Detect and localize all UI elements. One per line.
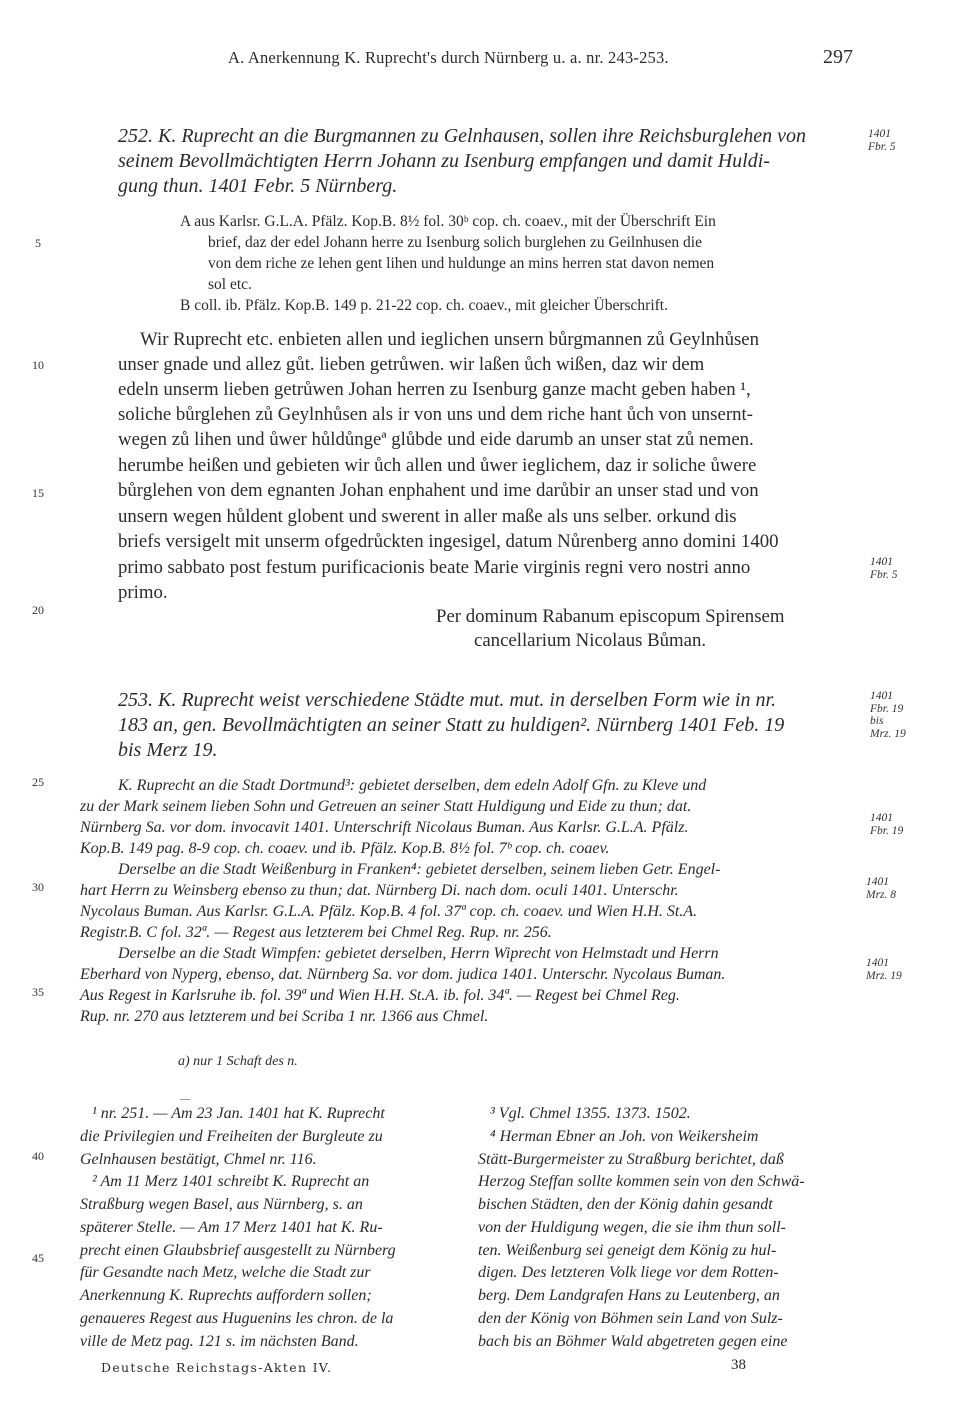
margin-date: 1401 Fbr. 19 — [870, 812, 904, 837]
apparatus-note: a) nur 1 Schaft des n. — [178, 1054, 298, 1069]
margin-date: 1401 Mrz. 19 — [866, 957, 902, 982]
regest-253-line-2: 183 an, gen. Bevollmächtigten an seiner Statt zu huldigen². Nürnberg 1401 Feb. 19 — [118, 714, 785, 736]
margin-date: 1401 Fbr. 5 — [870, 556, 898, 581]
line-number: 35 — [32, 985, 44, 999]
footnote-right-line-10: den der König von Böhmen sein Land von Sulz- — [478, 1310, 783, 1327]
line-number: 40 — [32, 1149, 44, 1163]
source-252-line-1: A aus Karlsr. G.L.A. Pfälz. Kop.B. 8½ fol. 30ᵇ cop. ch. coaev., mit der Überschrift Ein — [180, 213, 716, 230]
line-number: 5 — [35, 236, 41, 250]
text-252-line-10: primo sabbato post festum purificacionis beate Marie virginis regni vero nostri anno — [118, 557, 751, 578]
footnote-left-line-3: Gelnhausen bestätigt, Chmel nr. 116. — [80, 1151, 317, 1168]
running-title: A. Anerkennung K. Ruprecht's durch Nürnberg u. a. nr. 243-253. — [228, 48, 669, 67]
footnote-left-line-7: precht einen Glaubsbrief ausgestellt zu Nürnberg — [80, 1242, 396, 1259]
text-252-line-11: primo. — [118, 582, 168, 603]
entry-253-line-5: Derselbe an die Stadt Weißenburg in Franken⁴: gebietet derselben, seinem lieben Getr. Engel- — [118, 861, 721, 878]
footnote-right-line-8: digen. Des letzteren Volk liege vor dem Rotten- — [478, 1264, 779, 1281]
entry-253-line-1: K. Ruprecht an die Stadt Dortmund³: gebietet derselben, dem edeln Adolf Gfn. zu Kleve und — [118, 777, 707, 794]
line-number: 45 — [32, 1251, 44, 1265]
footnote-left-line-8: für Gesandte nach Metz, welche die Stadt zur — [80, 1264, 371, 1281]
footnote-left-line-2: die Privilegien und Freiheiten der Burgleute zu — [80, 1128, 383, 1145]
footnote-left-line-4: ² Am 11 Merz 1401 schreibt K. Ruprecht an — [92, 1173, 370, 1190]
footnote-right-line-4: Herzog Steffan sollte kommen sein von den Schwä- — [478, 1173, 805, 1190]
footnote-left-line-1: ¹ nr. 251. — Am 23 Jan. 1401 hat K. Ruprecht — [92, 1105, 385, 1122]
line-number: 20 — [32, 603, 44, 617]
source-252-line-3: von dem riche ze lehen gent lihen und huldunge an mins herren stat davon nemen — [208, 255, 715, 272]
entry-253-line-2: zu der Mark seinem lieben Sohn und Getreuen an seiner Statt Huldigung und Eide zu thun; dat. — [80, 798, 692, 815]
entry-253-line-9: Derselbe an die Stadt Wimpfen: gebietet derselben, Herrn Wiprecht von Helmstadt und Herrn — [118, 945, 719, 962]
text-252-line-9: briefs versigelt mit unserm ofgedrůckten ingesigel, datum Nůrenberg anno domini 1400 — [118, 531, 779, 552]
signature-252-line-1: Per dominum Rabanum episcopum Spirensem — [436, 606, 785, 627]
regest-253-line-1: 253. K. Ruprecht weist verschiedene Städte mut. mut. in derselben Form wie in nr. — [118, 689, 777, 711]
footnote-left-line-6: späterer Stelle. — Am 17 Merz 1401 hat K. Ru- — [80, 1219, 383, 1236]
footnote-right-line-5: bischen Städten, den der König dahin gesandt — [478, 1196, 773, 1213]
text-252-line-8: unsern wegen hůldent globent und swerent in aller maße als uns selber. orkund dis — [118, 506, 737, 527]
footnote-left-line-10: genaueres Regest aus Huguenins les chron. de la — [80, 1310, 394, 1327]
margin-date: 1401 Fbr. 5 — [868, 128, 896, 153]
footnote-right-line-9: berg. Dem Landgrafen Hans zu Leutenberg, an — [478, 1287, 780, 1304]
footnote-right-line-1: ³ Vgl. Chmel 1355. 1373. 1502. — [490, 1105, 691, 1122]
source-252-line-5: B coll. ib. Pfälz. Kop.B. 149 p. 21-22 cop. ch. coaev., mit gleicher Überschrift. — [180, 297, 668, 314]
line-number: 30 — [32, 880, 44, 894]
sheet-signature: Deutsche Reichstags-Akten IV. — [101, 1360, 333, 1375]
entry-253-line-11: Aus Regest in Karlsruhe ib. fol. 39ª und Wien H.H. St.A. ib. fol. 34ª. — Regest bei Chmel Reg. — [80, 987, 680, 1004]
footnote-separator — [180, 1099, 190, 1100]
text-252-line-3: edeln unserm lieben getrůwen Johan herren zu Isenburg ganze macht geben haben ¹, — [118, 379, 751, 400]
text-252-line-2: unser gnade und allez gůt. lieben getrůwen. wir laßen ůch wißen, daz wir dem — [118, 354, 705, 375]
footnote-left-line-9: Anerkennung K. Ruprechts auffordern sollen; — [80, 1287, 372, 1304]
margin-date: 1401 Mrz. 8 — [866, 876, 897, 901]
margin-date: 1401 Fbr. 19 bis Mrz. 19 — [870, 690, 906, 740]
entry-253-line-10: Eberhard von Nyperg, ebenso, dat. Nürnberg Sa. vor dom. judica 1401. Unterschr. Nycolaus Buman. — [80, 966, 726, 983]
line-number: 15 — [32, 486, 44, 500]
page-number: 297 — [823, 46, 853, 68]
footnote-right-line-2: ⁴ Herman Ebner an Joh. von Weikersheim — [490, 1128, 759, 1145]
text-252-line-1: Wir Ruprecht etc. enbieten allen und ieglichen unsern bůrgmannen zů Geylnhůsen — [140, 329, 760, 350]
entry-253-line-6: hart Herrn zu Weinsberg ebenso zu thun; dat. Nürnberg Di. nach dom. oculi 1401. Unterschr. — [80, 882, 679, 899]
footnote-right-line-7: ten. Weißenburg sei geneigt dem König zu hul- — [478, 1242, 777, 1259]
line-number: 25 — [32, 775, 44, 789]
running-header — [0, 48, 960, 74]
text-252-line-7: bůrglehen von dem egnanten Johan enphahent und ime darůbir an unser stad und von — [118, 480, 759, 501]
entry-253-line-7: Nycolaus Buman. Aus Karlsr. G.L.A. Pfälz. Kop.B. 4 fol. 37ª cop. ch. coaev. und Wien H.H. St.A. — [80, 903, 698, 920]
sheet-number: 38 — [731, 1357, 746, 1373]
footnote-right-line-11: bach bis an Böhmer Wald abgetreten gegen eine — [478, 1333, 788, 1350]
source-252-line-4: sol etc. — [208, 276, 252, 293]
footnote-right-line-3: Stätt-Burgermeister zu Straßburg berichtet, daß — [478, 1151, 784, 1168]
entry-253-line-3: Nürnberg Sa. vor dom. invocavit 1401. Unterschrift Nicolaus Buman. Aus Karlsr. G.L.A. Pfälz. — [80, 819, 689, 836]
text-252-line-4: soliche bůrglehen zů Geylnhůsen als ir von uns und dem riche hant ůch von unsernt- — [118, 404, 753, 425]
footnote-left-line-5: Straßburg wegen Basel, aus Nürnberg, s. an — [80, 1196, 363, 1213]
entry-253-line-4: Kop.B. 149 pag. 8-9 cop. ch. coaev. und ib. Pfälz. Kop.B. 8½ fol. 7ᵇ cop. ch. coaev. — [80, 840, 610, 857]
regest-252-line-2: seinem Bevollmächtigten Herrn Johann zu Isenburg empfangen und damit Huldi- — [118, 150, 770, 172]
footnote-left-line-11: ville de Metz pag. 121 s. im nächsten Band. — [80, 1333, 359, 1350]
entry-253-line-12: Rup. nr. 270 aus letzterem und bei Scriba 1 nr. 1366 aus Chmel. — [80, 1008, 489, 1025]
signature-252-line-2: cancellarium Nicolaus Bůman. — [474, 630, 707, 651]
text-252-line-5: wegen zů lihen und ůwer hůldůngeª glůbde und eide darumb an unser stat zů nemen. — [118, 429, 754, 450]
source-252-line-2: brief, daz der edel Johann herre zu Isenburg solich burglehen zu Geilnhusen die — [208, 234, 702, 251]
footnote-right-line-6: von der Huldigung wegen, die sie ihm thun soll- — [478, 1219, 786, 1236]
entry-253-line-8: Registr.B. C fol. 32ª. — Regest aus letzterem bei Chmel Reg. Rup. nr. 256. — [80, 924, 552, 941]
line-number: 10 — [32, 358, 44, 372]
regest-253-line-3: bis Merz 19. — [118, 739, 218, 761]
regest-252-line-1: 252. K. Ruprecht an die Burgmannen zu Gelnhausen, sollen ihre Reichsburglehen von — [118, 125, 807, 147]
text-252-line-6: herumbe heißen und gebieten wir ůch allen und ůwer ieglichem, daz ir soliche ůwere — [118, 455, 757, 476]
regest-252-line-3: gung thun. 1401 Febr. 5 Nürnberg. — [118, 175, 398, 197]
